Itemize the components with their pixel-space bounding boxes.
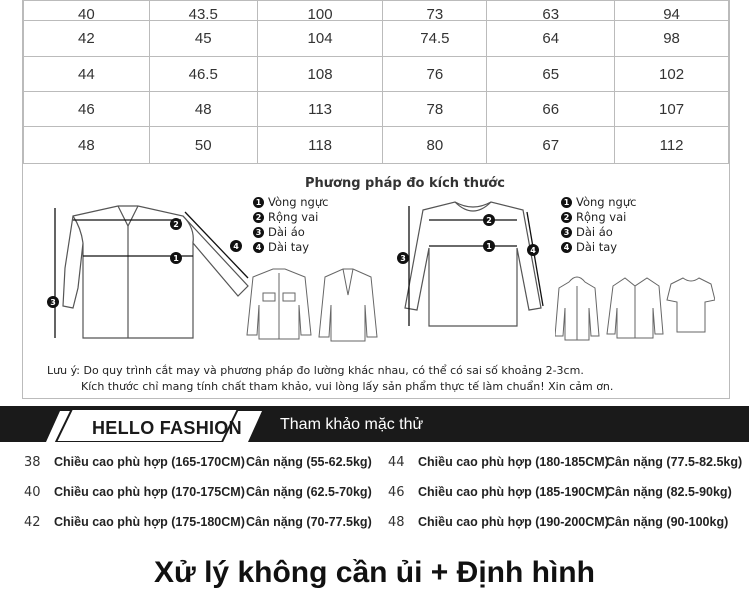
legend-item (561, 210, 636, 225)
table-cell: 100 (257, 1, 383, 21)
fit-row (24, 515, 384, 533)
fit-size: 48 (388, 515, 405, 530)
table-cell: 43.5 (149, 1, 257, 21)
table-cell: 104 (257, 21, 383, 57)
sweater-legend (561, 195, 636, 255)
table-cell: 42 (24, 21, 150, 57)
table-cell: 98 (615, 21, 729, 57)
legend-label: Vòng ngực (576, 195, 637, 209)
number-badge-icon: 4 (561, 242, 572, 253)
method-title: Phương pháp đo kích thước (305, 176, 505, 191)
fit-weight: Cân nặng (70-77.5kg) (246, 515, 372, 529)
table-cell: 63 (487, 1, 615, 21)
legend-item (253, 195, 328, 210)
legend-item (253, 210, 328, 225)
fit-banner (0, 406, 749, 442)
table-cell: 94 (615, 1, 729, 21)
fit-height: Chiều cao phù hợp (165-170CM) (54, 455, 245, 469)
sweater-measure-illustration (393, 198, 553, 338)
legend-item (561, 195, 636, 210)
legend-label: Dài tay (576, 240, 618, 254)
svg-text:2: 2 (486, 216, 492, 225)
fit-row (388, 455, 748, 473)
table-cell: 46 (24, 92, 150, 127)
size-table (23, 0, 729, 164)
legend-item (253, 225, 328, 240)
fit-row (24, 455, 384, 473)
fit-size: 42 (24, 515, 41, 530)
fit-height: Chiều cao phù hợp (170-175CM) (54, 485, 245, 499)
fit-row (388, 485, 748, 503)
fit-size: 44 (388, 455, 405, 470)
table-cell: 107 (615, 92, 729, 127)
size-chart-panel (22, 0, 730, 399)
table-cell: 78 (383, 92, 487, 127)
fit-height: Chiều cao phù hợp (190-200CM) (418, 515, 609, 529)
table-cell: 74.5 (383, 21, 487, 57)
number-badge-icon: 2 (561, 212, 572, 223)
fit-size: 38 (24, 455, 41, 470)
legend-item (561, 225, 636, 240)
table-cell: 65 (487, 57, 615, 92)
number-badge-icon: 3 (561, 227, 572, 238)
svg-text:1: 1 (486, 242, 492, 251)
svg-text:4: 4 (530, 246, 536, 255)
jacket-sketch-icons (245, 265, 385, 345)
number-badge-icon: 1 (561, 197, 572, 208)
table-cell: 76 (383, 57, 487, 92)
fit-size: 46 (388, 485, 405, 500)
table-cell: 66 (487, 92, 615, 127)
table-cell: 113 (257, 92, 383, 127)
fit-row (388, 515, 748, 533)
table-cell: 48 (149, 92, 257, 127)
table-cell: 50 (149, 127, 257, 164)
table-cell: 64 (487, 21, 615, 57)
note-line-1: Lưu ý: Do quy trình cắt may và phương pháp đo lường khác nhau, có thể có sai số khoảng 2-3cm. (47, 364, 584, 377)
table-cell: 48 (24, 127, 150, 164)
table-row (24, 1, 729, 21)
brand-label: HELLO FASHION (92, 418, 242, 438)
table-cell: 102 (615, 57, 729, 92)
section-headline: Xử lý không cần ủi + Định hình (154, 556, 595, 589)
note-line-2: Kích thước chỉ mang tính chất tham khảo, vui lòng lấy sản phẩm thực tế làm chuẩn! Xin cảm ơn. (81, 380, 614, 393)
table-cell: 45 (149, 21, 257, 57)
legend-label: Rộng vai (576, 210, 627, 224)
number-badge-icon: 1 (253, 197, 264, 208)
fit-height: Chiều cao phù hợp (185-190CM) (418, 485, 609, 499)
table-cell: 118 (257, 127, 383, 164)
legend-label: Dài tay (268, 240, 310, 254)
svg-text:2: 2 (173, 220, 179, 229)
number-badge-icon: 2 (253, 212, 264, 223)
legend-label: Dài áo (576, 225, 613, 239)
fit-weight: Cân nặng (62.5-70kg) (246, 485, 372, 499)
fit-weight: Cân nặng (77.5-82.5kg) (606, 455, 743, 469)
shirt-legend (253, 195, 328, 255)
table-cell: 80 (383, 127, 487, 164)
table-row (24, 57, 729, 92)
table-cell: 46.5 (149, 57, 257, 92)
svg-text:4: 4 (233, 242, 239, 251)
legend-item (253, 240, 328, 255)
table-cell: 108 (257, 57, 383, 92)
fit-weight: Cân nặng (82.5-90kg) (606, 485, 732, 499)
table-cell: 73 (383, 1, 487, 21)
fit-size: 40 (24, 485, 41, 500)
legend-label: Vòng ngực (268, 195, 329, 209)
table-cell: 40 (24, 1, 150, 21)
hoodie-cardigan-tee-icons (555, 272, 715, 344)
table-row (24, 127, 729, 164)
table-row (24, 21, 729, 57)
fit-row (24, 485, 384, 503)
table-cell: 112 (615, 127, 729, 164)
legend-label: Dài áo (268, 225, 305, 239)
legend-label: Rộng vai (268, 210, 319, 224)
fit-height: Chiều cao phù hợp (175-180CM) (54, 515, 245, 529)
fit-height: Chiều cao phù hợp (180-185CM) (418, 455, 609, 469)
svg-text:3: 3 (400, 254, 406, 263)
legend-item (561, 240, 636, 255)
table-row (24, 92, 729, 127)
svg-text:1: 1 (173, 254, 179, 263)
table-cell: 67 (487, 127, 615, 164)
number-badge-icon: 3 (253, 227, 264, 238)
svg-text:3: 3 (50, 298, 56, 307)
shirt-measure-illustration (43, 198, 273, 343)
fit-weight: Cân nặng (55-62.5kg) (246, 455, 372, 469)
fit-weight: Cân nặng (90-100kg) (606, 515, 729, 529)
table-cell: 44 (24, 57, 150, 92)
banner-title: Tham khảo mặc thử (280, 416, 424, 433)
number-badge-icon: 4 (253, 242, 264, 253)
